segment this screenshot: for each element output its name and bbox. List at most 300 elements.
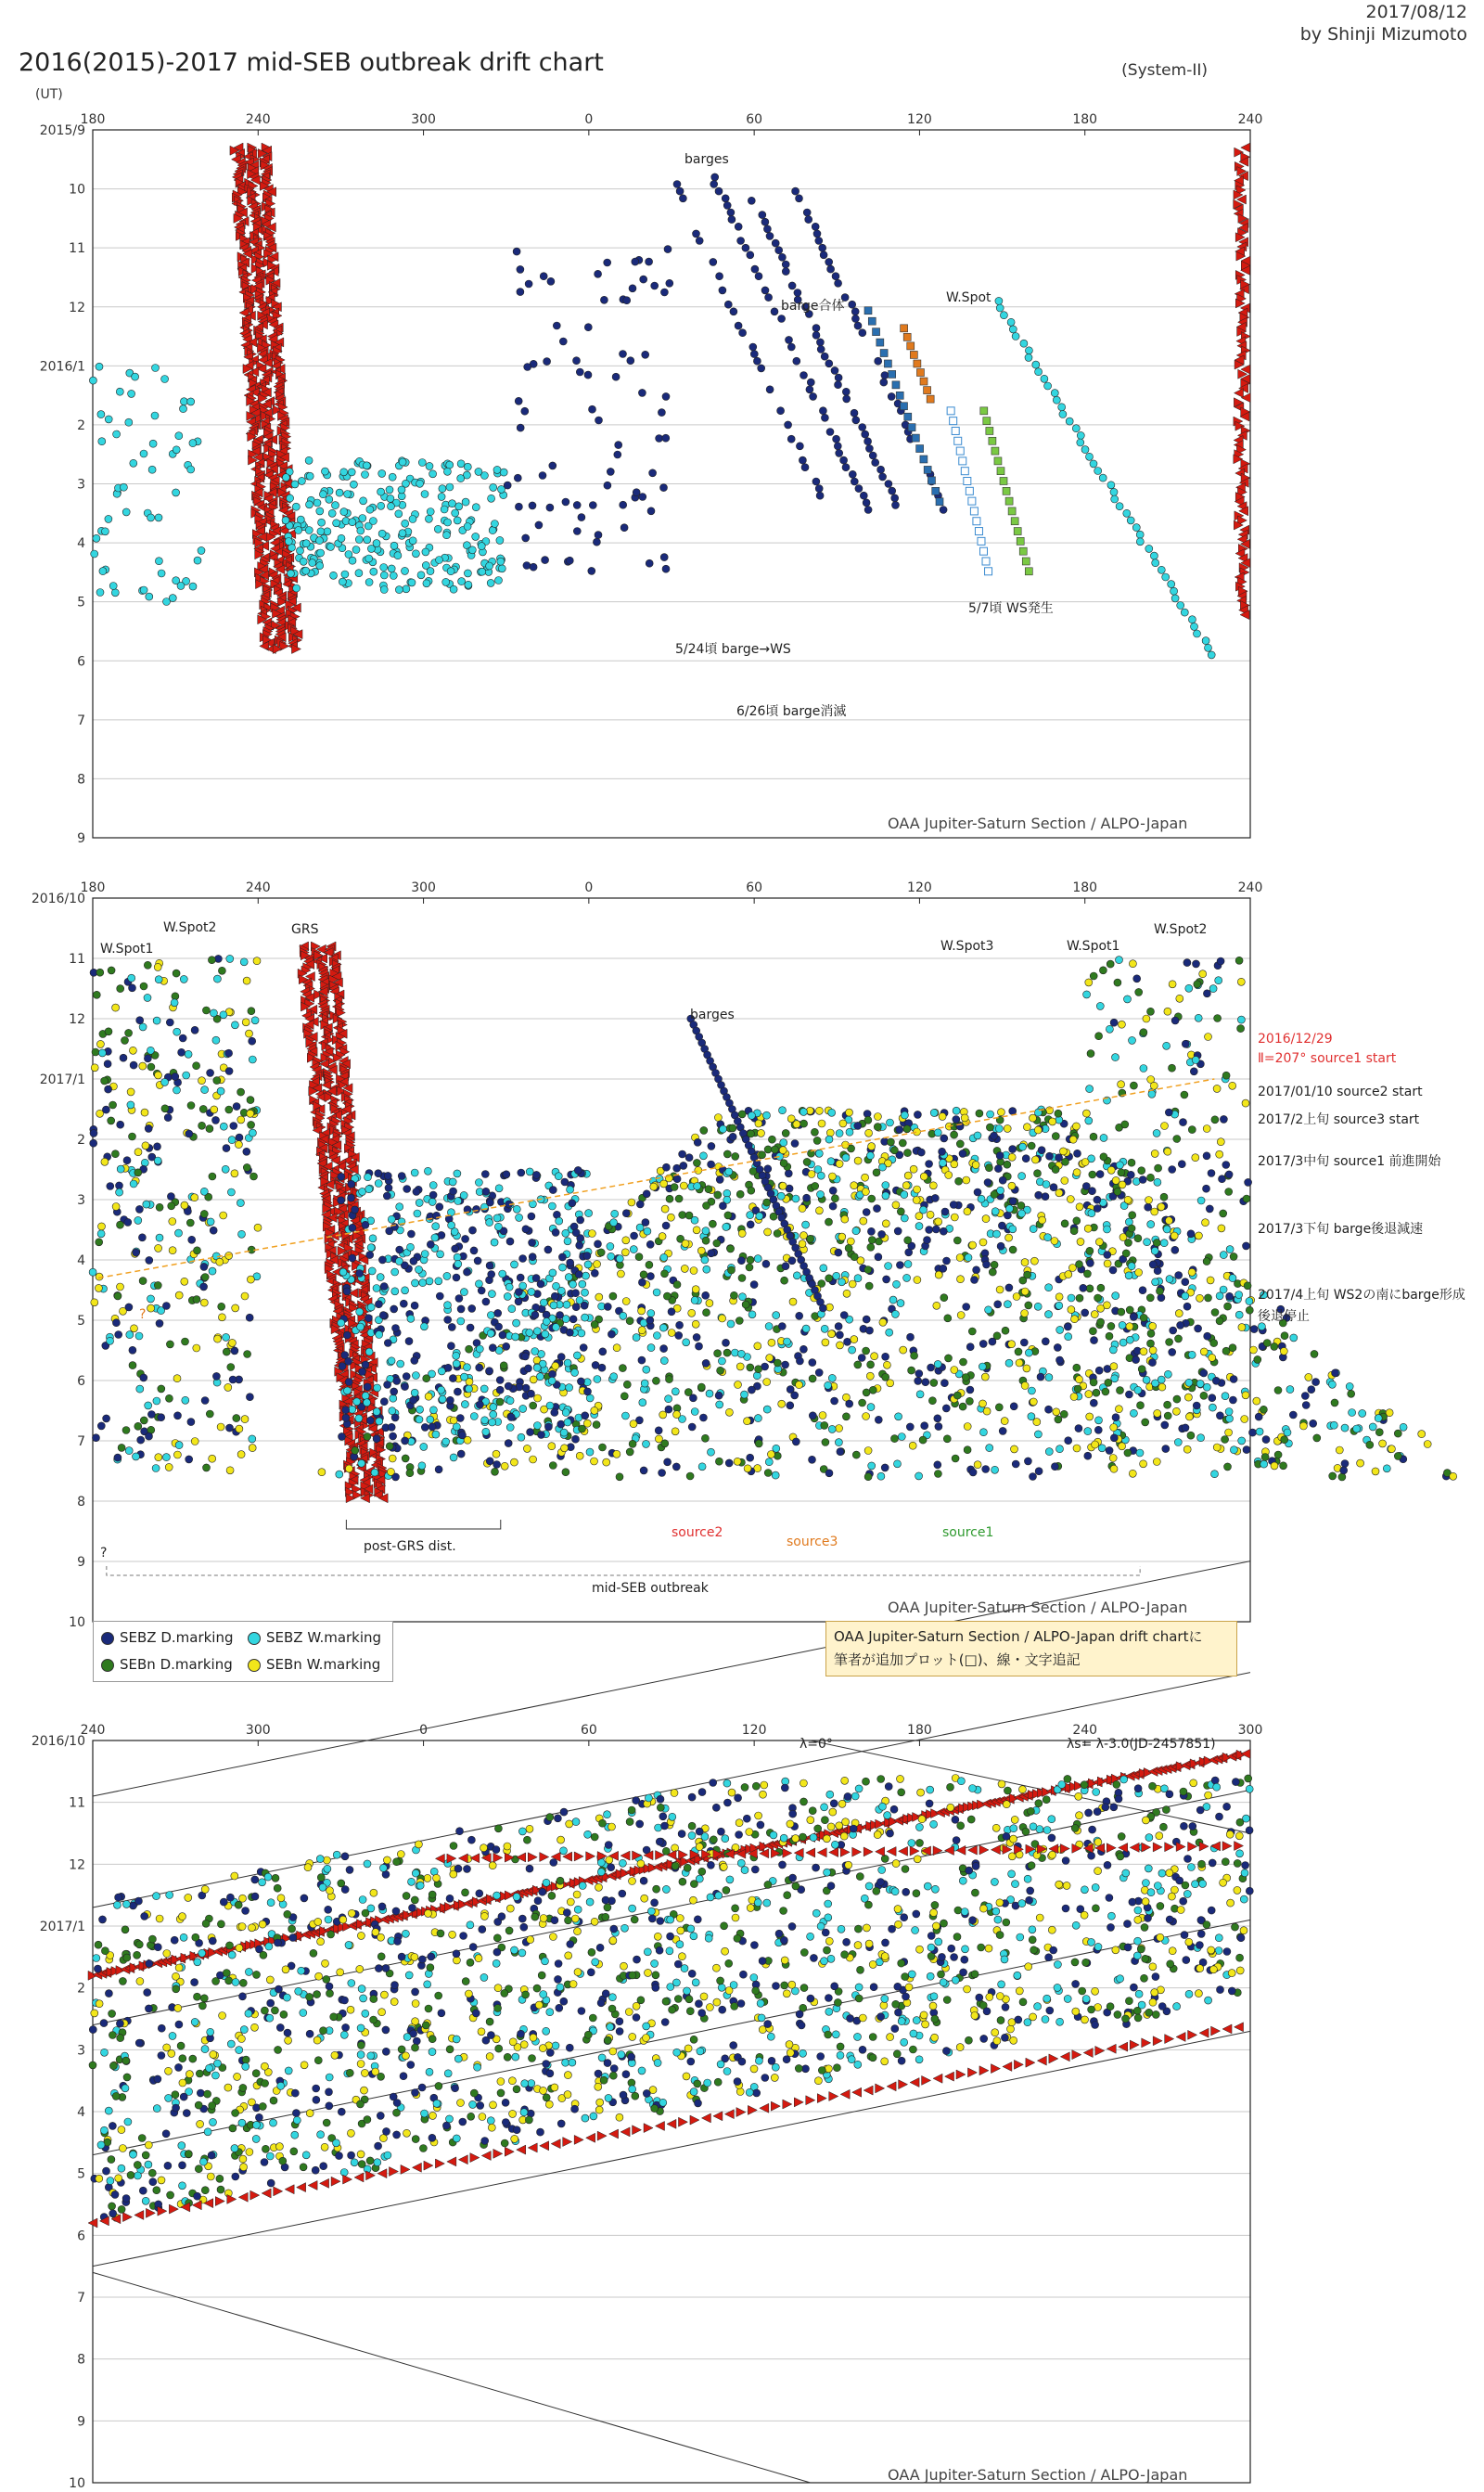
p2-outbreak-mark bbox=[563, 1301, 570, 1308]
p2-outbreak-mark bbox=[1054, 1343, 1061, 1351]
p1-barge-mark bbox=[801, 464, 809, 471]
p2-left-mark bbox=[90, 1129, 97, 1137]
p1-wspot-mark bbox=[1086, 453, 1094, 460]
p2-outbreak-mark bbox=[956, 1140, 964, 1148]
p1-barge-mark bbox=[724, 301, 732, 308]
p2-outbreak-mark bbox=[607, 1242, 614, 1250]
p2-left-mark bbox=[226, 955, 234, 962]
p2-outbreak-mark bbox=[993, 1230, 1001, 1238]
p2-outbreak-mark bbox=[1174, 1439, 1182, 1446]
p2-right-mark bbox=[1225, 1171, 1233, 1178]
p2-right-mark bbox=[1229, 1082, 1236, 1089]
p2-postgrs-mark bbox=[450, 1188, 457, 1195]
p2-outbreak-mark bbox=[1028, 1413, 1035, 1420]
p2-outbreak-mark bbox=[1013, 1293, 1020, 1301]
p3-mark bbox=[881, 1855, 889, 1862]
p2-postgrs-mark bbox=[486, 1219, 493, 1227]
p2-outbreak-mark bbox=[778, 1323, 786, 1330]
p1-cyan-mark bbox=[409, 537, 416, 545]
p1-wspot-mark bbox=[1012, 333, 1019, 340]
p2-outbreak-mark bbox=[698, 1463, 706, 1471]
p1-wspot-mark bbox=[1208, 651, 1215, 659]
p2-left-mark bbox=[152, 1465, 160, 1472]
p1-wspot-mark bbox=[1020, 340, 1028, 347]
p2-outbreak-mark bbox=[921, 1422, 928, 1430]
p2-outbreak-mark bbox=[672, 1463, 680, 1471]
p2-outbreak-mark bbox=[608, 1330, 615, 1338]
p2-outbreak-mark bbox=[1216, 1412, 1223, 1419]
p2-right-mark bbox=[1110, 1019, 1118, 1026]
p1-cyan-mark bbox=[442, 578, 450, 585]
p1-wspot-mark bbox=[1171, 587, 1178, 595]
p2-outbreak-mark bbox=[695, 1167, 702, 1175]
p2-outbreak-mark bbox=[668, 1308, 675, 1316]
p2-outbreak-mark bbox=[1129, 1212, 1136, 1219]
p1-barge-mark bbox=[862, 430, 869, 438]
p2-outbreak-mark bbox=[864, 1266, 872, 1274]
p2-outbreak-mark bbox=[387, 1468, 394, 1475]
p2-outbreak-mark bbox=[1107, 1166, 1115, 1174]
p2-left-mark bbox=[249, 1435, 256, 1443]
p2-left-mark bbox=[162, 1454, 170, 1461]
p1-wspot-mark bbox=[1168, 581, 1175, 588]
p2-outbreak-mark bbox=[1018, 1173, 1026, 1180]
p1-barge-square bbox=[928, 477, 935, 484]
p1-dark-mark bbox=[542, 557, 549, 564]
p2-outbreak-mark bbox=[862, 1174, 869, 1181]
p1-ytick: 2 bbox=[77, 417, 85, 433]
p2-outbreak-mark bbox=[799, 1205, 806, 1213]
p2-outbreak-mark bbox=[1271, 1462, 1278, 1470]
p1-barge-square bbox=[916, 445, 924, 453]
p2-right-mark bbox=[1110, 1363, 1118, 1370]
p2-outbreak-mark bbox=[763, 1379, 771, 1386]
p1-cyan-mark bbox=[444, 519, 452, 526]
p2-outbreak-mark bbox=[956, 1254, 964, 1262]
p2-outbreak-mark bbox=[586, 1448, 594, 1456]
p2-outbreak-mark bbox=[1210, 1340, 1218, 1347]
p2-outbreak-mark bbox=[697, 1247, 705, 1254]
p2-outbreak-mark bbox=[910, 1165, 917, 1173]
p2-right-mark bbox=[1180, 1119, 1187, 1126]
p2-outbreak-mark bbox=[662, 1163, 670, 1171]
p2-outbreak-mark bbox=[737, 1257, 745, 1265]
p2-postgrs-mark bbox=[582, 1412, 589, 1419]
p2-left-mark bbox=[225, 1068, 233, 1075]
p2-left-mark bbox=[223, 1348, 230, 1355]
p2-right-mark bbox=[1148, 1090, 1156, 1098]
p2-outbreak-mark bbox=[817, 1172, 825, 1179]
p1-dark-mark bbox=[660, 484, 668, 492]
p2-outbreak-mark bbox=[661, 1270, 669, 1278]
p2-left-mark bbox=[200, 1210, 208, 1217]
p2-left-mark bbox=[247, 1276, 254, 1283]
p1-dark-mark bbox=[658, 409, 665, 417]
p2-right-mark bbox=[1099, 967, 1107, 974]
p2-postgrs-mark bbox=[579, 1280, 586, 1288]
p2-outbreak-mark bbox=[713, 1240, 721, 1247]
p2-outbreak-mark bbox=[773, 1312, 780, 1319]
p2-left-mark bbox=[181, 1278, 188, 1285]
p2-left-mark bbox=[130, 1180, 137, 1188]
p2-postgrs-mark bbox=[583, 1252, 591, 1260]
p1-barge-mark bbox=[730, 308, 737, 315]
p2-postgrs-mark bbox=[365, 1315, 372, 1322]
p2-postgrs-mark bbox=[349, 1224, 356, 1231]
p1-grs-mark bbox=[1235, 389, 1244, 398]
p1-dark-mark bbox=[647, 507, 655, 515]
p2-right-mark bbox=[1164, 1148, 1171, 1155]
p2-right-mark bbox=[1106, 1446, 1113, 1454]
p2-outbreak-mark bbox=[653, 1332, 660, 1340]
p2-right-mark bbox=[1169, 981, 1176, 988]
p2-outbreak-mark bbox=[660, 1345, 668, 1353]
p2-outbreak-mark bbox=[822, 1339, 829, 1346]
author-label: by Shinji Mizumoto bbox=[1299, 24, 1467, 45]
p2-outbreak-mark bbox=[843, 1290, 851, 1297]
p2-outbreak-mark bbox=[694, 1183, 701, 1190]
p1-wspot-mark bbox=[996, 304, 1004, 312]
p2-outbreak-mark bbox=[991, 1191, 998, 1199]
p2-postgrs-mark bbox=[521, 1353, 529, 1360]
p2-right-mark bbox=[1215, 977, 1222, 984]
p2-left-mark bbox=[193, 1296, 200, 1304]
p2-postgrs-mark bbox=[391, 1414, 399, 1421]
p2-postgrs-mark bbox=[400, 1300, 407, 1307]
p2-postgrs-mark bbox=[533, 1364, 541, 1371]
p2-left-mark bbox=[125, 1029, 133, 1036]
p2-outbreak-mark bbox=[630, 1420, 637, 1428]
p2-outbreak-mark bbox=[1209, 1394, 1216, 1402]
p2-right-mark bbox=[1175, 1335, 1183, 1342]
p2-right-mark bbox=[1163, 1226, 1171, 1233]
p2-right-mark bbox=[1152, 1380, 1159, 1387]
p2-postgrs-mark bbox=[549, 1187, 556, 1194]
p2-right-mark bbox=[1235, 1311, 1243, 1318]
p2-outbreak-mark bbox=[796, 1312, 803, 1319]
p1-cyan-mark bbox=[472, 533, 480, 540]
p2-postgrs-mark bbox=[467, 1324, 474, 1331]
p2-left-mark bbox=[127, 1101, 134, 1109]
p2-outbreak-mark bbox=[800, 1108, 807, 1115]
p2-outbreak-mark bbox=[675, 1195, 683, 1202]
p2-postgrs-mark bbox=[413, 1188, 420, 1196]
p2-postgrs-mark bbox=[416, 1416, 423, 1423]
p1-barge-mark bbox=[833, 435, 840, 443]
p1-cyan-mark bbox=[439, 485, 446, 493]
p1-cyan-mark bbox=[418, 459, 426, 467]
p1-ws-square bbox=[989, 437, 996, 444]
p2-outbreak-mark bbox=[653, 1289, 660, 1296]
p2-postgrs-mark bbox=[383, 1192, 390, 1200]
p1-barge-mark bbox=[879, 473, 887, 481]
p2-postgrs-mark bbox=[388, 1357, 395, 1365]
p2-postgrs-mark bbox=[490, 1404, 497, 1411]
p3-ytick: 2017/1 bbox=[39, 1920, 85, 1934]
p2-outbreak-mark bbox=[1010, 1403, 1017, 1410]
p2-postgrs-mark bbox=[503, 1342, 510, 1350]
p2-outbreak-mark bbox=[991, 1132, 998, 1139]
p1-ytick: 4 bbox=[77, 536, 85, 552]
p2-left-mark bbox=[140, 1417, 147, 1424]
p2-outbreak-mark bbox=[673, 1281, 681, 1289]
p2-outbreak-mark bbox=[1183, 1303, 1191, 1310]
p2-outbreak-mark bbox=[964, 1446, 971, 1454]
p2-postgrs-mark bbox=[505, 1283, 513, 1291]
p1-dark-mark bbox=[607, 468, 614, 475]
p2-left-mark bbox=[240, 958, 248, 966]
p2-right-mark bbox=[1238, 1324, 1246, 1331]
p2-outbreak-mark bbox=[1061, 1177, 1068, 1185]
p2-postgrs-mark bbox=[411, 1302, 418, 1309]
p1-barge-mark bbox=[753, 357, 761, 365]
p2-outbreak-mark bbox=[1341, 1424, 1349, 1432]
p1-cyan-mark bbox=[340, 508, 348, 516]
p1-cyan-mark bbox=[293, 584, 301, 592]
p2-outbreak-mark bbox=[702, 1227, 710, 1235]
p2-ytick: 11 bbox=[69, 952, 85, 967]
p2-postgrs-mark bbox=[386, 1227, 393, 1235]
p2-outbreak-mark bbox=[1129, 1470, 1136, 1477]
p1-cyan-mark bbox=[350, 481, 357, 488]
p2-right-mark bbox=[1225, 1408, 1233, 1416]
p2-outbreak-mark bbox=[708, 1448, 715, 1456]
p1-dark-mark bbox=[662, 392, 670, 400]
p2-postgrs-mark bbox=[511, 1261, 518, 1268]
p2-outbreak-mark bbox=[1021, 1382, 1029, 1390]
p1-cyan-mark bbox=[352, 546, 360, 554]
p1-barge-square bbox=[908, 424, 915, 431]
p2-outbreak-mark bbox=[842, 1413, 850, 1420]
p2-right-mark bbox=[1149, 1322, 1157, 1329]
p1-ws-square bbox=[1019, 547, 1027, 555]
p2-outbreak-mark bbox=[753, 1372, 761, 1380]
p1-cyan-mark bbox=[449, 500, 456, 507]
p2-right-mark bbox=[1128, 1225, 1135, 1232]
p2-outbreak-mark bbox=[1132, 1356, 1140, 1364]
p2-outbreak-mark bbox=[691, 1297, 698, 1304]
p2-ytick: 4 bbox=[77, 1253, 85, 1268]
p2-outbreak-mark bbox=[887, 1119, 894, 1126]
p2-outbreak-mark bbox=[647, 1344, 655, 1352]
p1-cyan-mark bbox=[446, 483, 454, 491]
p2-postgrs-mark bbox=[444, 1364, 452, 1371]
p3-mark bbox=[252, 2070, 260, 2077]
p1-dark-mark bbox=[589, 405, 596, 413]
p2-outbreak-mark bbox=[1204, 1332, 1211, 1340]
p2-outbreak-mark bbox=[1152, 1278, 1159, 1286]
p2-right-mark bbox=[1187, 1432, 1195, 1439]
p1-cyan-mark bbox=[408, 579, 416, 586]
p2-ytick: 2017/1 bbox=[39, 1073, 85, 1087]
p2-postgrs-mark bbox=[402, 1437, 409, 1445]
p2-right-mark bbox=[1102, 1388, 1109, 1395]
p2-outbreak-mark bbox=[981, 1373, 989, 1381]
p3-xtick: 60 bbox=[580, 1723, 597, 1738]
p2-outbreak-mark bbox=[755, 1440, 762, 1447]
p2-postgrs-mark bbox=[503, 1171, 510, 1178]
p2-right-mark bbox=[1242, 1099, 1249, 1107]
p2-outbreak-mark bbox=[715, 1458, 723, 1465]
p2-outbreak-mark bbox=[1146, 1294, 1154, 1302]
p2-outbreak-mark bbox=[1073, 1445, 1081, 1452]
p2-outbreak-mark bbox=[579, 1425, 586, 1432]
p3-xtick: 240 bbox=[1072, 1723, 1098, 1738]
p1-cyan-mark bbox=[360, 497, 367, 505]
p1-cyan-mark bbox=[189, 583, 197, 590]
p2-outbreak-mark bbox=[594, 1261, 601, 1268]
p2-outbreak-mark bbox=[549, 1462, 556, 1470]
p3-ytick: 9 bbox=[77, 2414, 85, 2430]
p2-outbreak-mark bbox=[815, 1368, 823, 1376]
p2-outbreak-mark bbox=[620, 1312, 627, 1319]
p1-ws-square bbox=[980, 407, 988, 415]
p1-ws-square bbox=[973, 518, 980, 525]
p1-ws-square bbox=[978, 537, 985, 545]
p2-left-mark bbox=[122, 1427, 130, 1434]
p2-outbreak-mark bbox=[737, 1350, 745, 1357]
p1-wspot-mark bbox=[1035, 368, 1043, 376]
p2-right-mark bbox=[1095, 1367, 1103, 1374]
p2-outbreak-mark bbox=[1025, 1349, 1032, 1356]
p1-wspot-mark bbox=[1077, 439, 1084, 446]
p2-outbreak-mark bbox=[922, 1379, 929, 1386]
p2-right-mark bbox=[1163, 1042, 1171, 1049]
p2-right-mark bbox=[1175, 1272, 1183, 1279]
p1-cyan-mark bbox=[366, 506, 374, 513]
p2-postgrs-mark bbox=[469, 1227, 477, 1234]
p2-left-mark bbox=[233, 1415, 240, 1422]
p3-mark bbox=[689, 1896, 697, 1904]
p2-outbreak-mark bbox=[1004, 1301, 1011, 1308]
p1-cyan-mark bbox=[365, 555, 373, 562]
p2-outbreak-mark bbox=[901, 1214, 908, 1222]
p2-left-mark bbox=[169, 1218, 176, 1226]
p2-outbreak-mark bbox=[820, 1265, 827, 1272]
p2-left-mark bbox=[247, 1097, 254, 1104]
p2-outbreak-mark bbox=[1030, 1114, 1037, 1122]
p1-barge-mark bbox=[851, 409, 858, 417]
p1-barge-mark bbox=[827, 265, 835, 273]
p1-barge-mark bbox=[761, 218, 769, 225]
p2-left-mark bbox=[208, 957, 215, 964]
p1-barge-mark bbox=[851, 478, 858, 485]
p2-postgrs-mark bbox=[377, 1274, 384, 1281]
p2-outbreak-mark bbox=[1056, 1445, 1064, 1453]
p2-outbreak-mark bbox=[945, 1172, 953, 1179]
p2-outbreak-mark bbox=[846, 1109, 853, 1116]
p1-cyan-mark bbox=[380, 572, 388, 579]
p2-outbreak-mark bbox=[1073, 1169, 1081, 1176]
p2-right-mark bbox=[1203, 990, 1210, 997]
p1-barge-mark bbox=[758, 365, 765, 372]
p2-left-mark bbox=[218, 967, 225, 974]
p1-cyan-mark bbox=[327, 543, 335, 550]
p1-xtick: 0 bbox=[584, 112, 594, 127]
p1-wspot-mark bbox=[1099, 474, 1107, 482]
p2-outbreak-mark bbox=[1021, 1259, 1029, 1266]
p2-outbreak-mark bbox=[584, 1261, 592, 1268]
p2-outbreak-mark bbox=[717, 1367, 724, 1374]
p2-postgrs-mark bbox=[529, 1253, 536, 1261]
p2-postgrs-mark bbox=[392, 1325, 400, 1332]
p2-postgrs-mark bbox=[572, 1304, 580, 1311]
p2-postgrs-mark bbox=[543, 1317, 550, 1325]
p2-left-mark bbox=[209, 1455, 216, 1462]
p2-mid-seb-bracket bbox=[107, 1566, 1140, 1575]
p1-ws-square bbox=[966, 487, 973, 495]
p2-outbreak-mark bbox=[935, 1271, 942, 1278]
p2-outbreak-mark bbox=[723, 1223, 730, 1230]
p1-barge-mark bbox=[782, 268, 789, 276]
p2-outbreak-mark bbox=[777, 1192, 785, 1200]
p2-outbreak-mark bbox=[813, 1137, 821, 1144]
p2-outbreak-mark bbox=[439, 1395, 446, 1403]
p2-outbreak-mark bbox=[1357, 1459, 1364, 1467]
p1-cyan-mark bbox=[373, 540, 380, 547]
p2-outbreak-mark bbox=[1340, 1467, 1348, 1474]
p2-outbreak-mark bbox=[1086, 1285, 1094, 1292]
p2-postgrs-mark bbox=[518, 1433, 525, 1441]
p1-barge-mark bbox=[831, 366, 838, 374]
p2-outbreak-mark bbox=[868, 1195, 876, 1202]
p1-dark-mark bbox=[595, 417, 603, 424]
p2-right-mark bbox=[1090, 972, 1097, 980]
p2-outbreak-mark bbox=[766, 1355, 774, 1362]
p2-outbreak-mark bbox=[389, 1455, 396, 1462]
p1-cyan-mark bbox=[120, 483, 127, 491]
p2-outbreak-mark bbox=[836, 1130, 843, 1137]
p2-outbreak-mark bbox=[828, 1109, 836, 1116]
p2-postgrs-mark bbox=[557, 1354, 565, 1361]
p2-right-mark bbox=[1237, 1025, 1245, 1033]
p2-right-mark bbox=[1119, 1339, 1127, 1346]
p2-outbreak-mark bbox=[1082, 1183, 1090, 1190]
p1-cyan-mark bbox=[291, 481, 299, 488]
p1-barge-mark bbox=[761, 287, 769, 294]
p2-outbreak-mark bbox=[729, 1124, 736, 1132]
p1-barge-mark bbox=[806, 386, 813, 393]
p2-outbreak-mark bbox=[817, 1190, 825, 1198]
p1-barge-mark bbox=[877, 466, 885, 473]
p2-outbreak-mark bbox=[882, 1220, 889, 1227]
p1-barge-square bbox=[880, 350, 888, 357]
p2-outbreak-mark bbox=[1005, 1359, 1013, 1367]
p2-right-mark bbox=[1235, 957, 1243, 964]
p2-outbreak-mark bbox=[699, 1152, 707, 1160]
p2-postgrs-mark bbox=[575, 1271, 582, 1278]
p2-postgrs-mark bbox=[512, 1333, 519, 1341]
p2-outbreak-mark bbox=[821, 1421, 828, 1429]
p1-cyan-mark bbox=[425, 515, 432, 522]
p2-outbreak-mark bbox=[991, 1261, 998, 1268]
p1-cyan-mark bbox=[355, 536, 363, 544]
p1-cyan-mark bbox=[386, 486, 393, 494]
p2-postgrs-mark bbox=[449, 1178, 456, 1186]
p2-postgrs-mark bbox=[373, 1285, 380, 1292]
p2-outbreak-mark bbox=[815, 1207, 823, 1214]
p2-left-mark bbox=[172, 1073, 179, 1080]
p2-left-mark bbox=[235, 1141, 242, 1149]
p2-outbreak-mark bbox=[706, 1390, 713, 1397]
p2-outbreak-mark bbox=[1119, 1321, 1126, 1329]
p2-outbreak-mark bbox=[1045, 1406, 1053, 1413]
p1-cyan-mark bbox=[306, 501, 313, 508]
p2-left-mark bbox=[116, 1188, 123, 1196]
p2-outbreak-mark bbox=[1065, 1271, 1072, 1278]
p2-postgrs-mark bbox=[407, 1230, 415, 1238]
p2-outbreak-mark bbox=[1372, 1468, 1379, 1475]
